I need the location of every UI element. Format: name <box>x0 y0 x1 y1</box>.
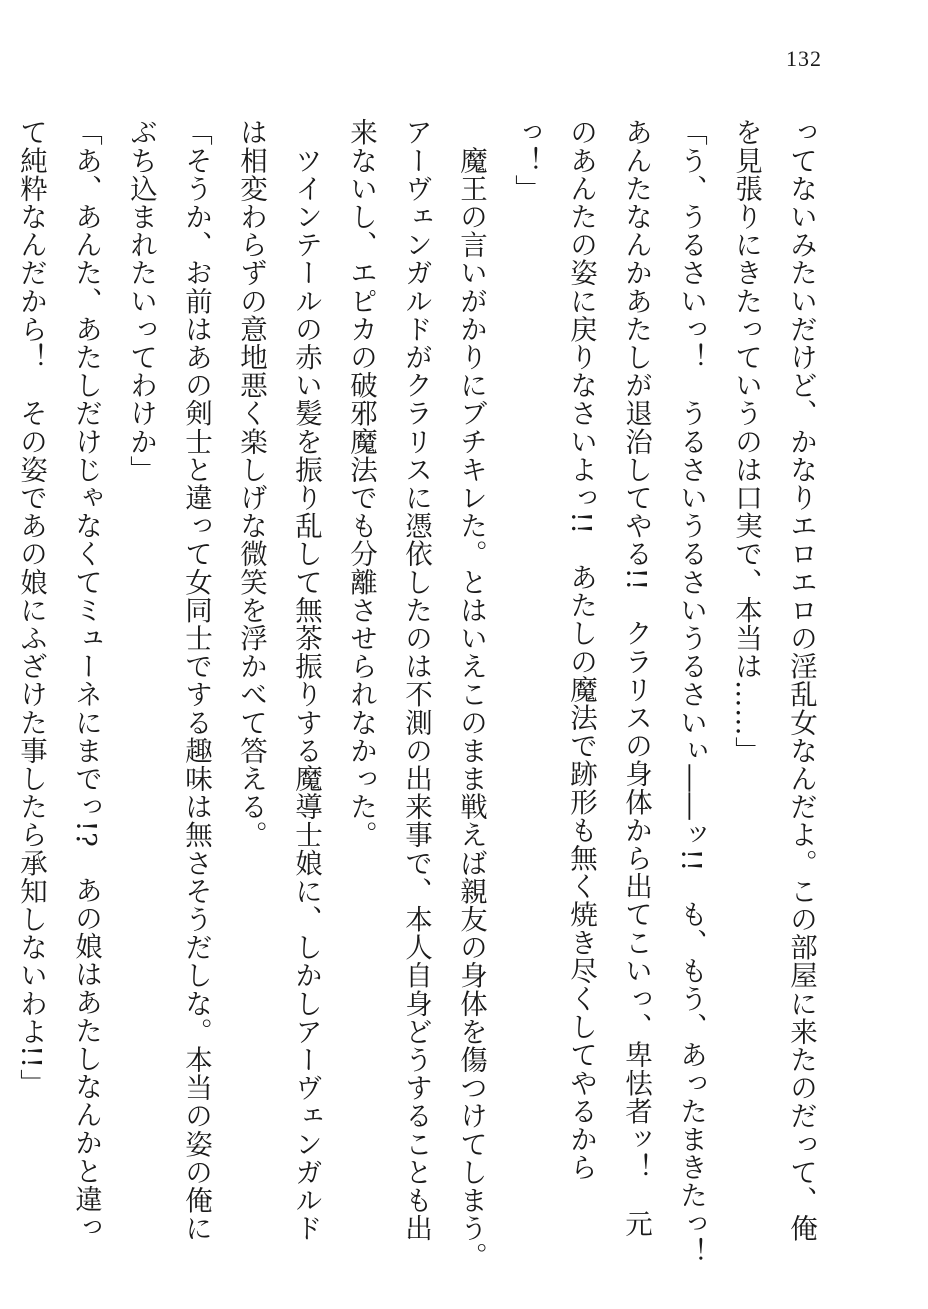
text-line <box>0 118 3 1208</box>
text-line: あんたなんかあたしが退治してやる!! クラリスの身体から出てこいっ、卑怯者ッ！ 元 <box>620 118 652 1238</box>
text-line: を見張りにきたっていうのは口実で、本当は……」 <box>730 118 762 765</box>
text-line: アーヴェンガルドがクラリスに憑依したのは不測の出来事で、本人自身どうすることも出 <box>400 118 432 1242</box>
novel-text-body <box>15 118 828 1271</box>
text-line: ぶち込まれたいってわけか」 <box>125 118 157 484</box>
text-line: 「う、うるさいっ！ うるさいうるさいうるさいぃ――ッ!! も、もう、あったまきたっ！ <box>675 118 707 1266</box>
text-line: 魔王の言いがかりにブチキレた。とはいえこのまま戦えば親友の身体を傷つけてしまう。 <box>455 118 487 1271</box>
text-line: 「あ、あんた、あたしだけじゃなくてミューネにまでっ!? あの娘はあたしなんかと違っ <box>70 118 102 1241</box>
text-line: は相変わらずの意地悪く楽しげな微笑を浮かべて答える。 <box>235 118 267 849</box>
text-line: て純粋なんだから！ その姿であの娘にふざけた事したら承知しないわよ!!」 <box>15 118 47 1097</box>
text-line: ツインテールの赤い髪を振り乱して無茶振りする魔導士娘に、しかしアーヴェンガルド <box>290 118 322 1242</box>
text-line: ってないみたいだけど、かなりエロエロの淫乱女なんだよ。この部屋に来たのだって、俺 <box>785 118 817 1242</box>
text-line: のあんたの姿に戻りなさいよっ!! あたしの魔法で跡形も無く焼き尽くしてやるから <box>565 118 597 1182</box>
page-number: 132 <box>786 46 822 71</box>
text-line: っ！」 <box>510 118 542 203</box>
text-line: 来ないし、エピカの破邪魔法でも分離させられなかった。 <box>345 118 377 849</box>
text-line: 「そうか、お前はあの剣士と違って女同士でする趣味は無さそうだしな。本当の姿の俺に <box>180 118 212 1242</box>
